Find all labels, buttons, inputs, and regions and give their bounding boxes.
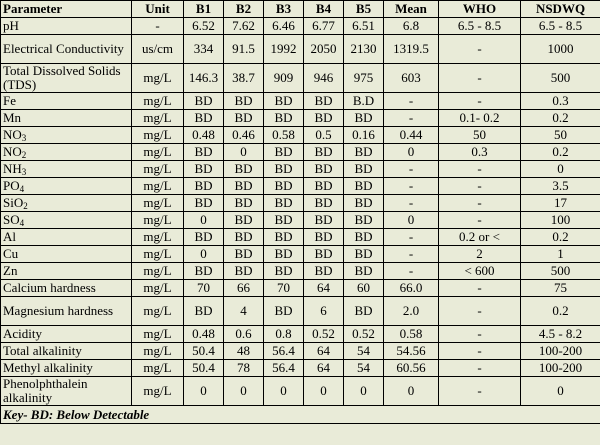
parameter-cell [1,263,132,280]
b1-cell: 70 [184,280,224,297]
nsdwq-cell: 500 [521,263,600,280]
b1-cell: BD [184,229,224,246]
unit-cell: mg/L [132,229,184,246]
unit-cell: mg/L [132,280,184,297]
nsdwq-cell: 17 [521,195,600,212]
b2-cell: BD [224,110,264,127]
table-row [1,127,600,144]
parameter-name: Phenolphthalein alkalinity [3,376,88,405]
who-cell: 50 [439,127,521,144]
who-cell: 6.5 - 8.5 [439,18,521,35]
b5-cell: BD [344,110,384,127]
parameter-cell [1,246,132,263]
b1-cell: 50.4 [184,343,224,360]
b1-cell: BD [184,110,224,127]
b5-cell: 2130 [344,35,384,64]
unit-cell: mg/L [132,263,184,280]
b4-cell: 64 [304,343,344,360]
b5-cell: BD [344,263,384,280]
b3-cell: 909 [264,64,304,93]
b4-cell: BD [304,110,344,127]
b3-cell: 1992 [264,35,304,64]
parameter-cell [1,326,132,343]
table-row [1,195,600,212]
mean-cell: - [384,161,439,178]
b1-cell: 0 [184,246,224,263]
table-row [1,64,600,93]
mean-cell: 66.0 [384,280,439,297]
b4-cell: BD [304,178,344,195]
b5-cell: BD [344,229,384,246]
b4-cell: 2050 [304,35,344,64]
nsdwq-cell: 500 [521,64,600,93]
table-row [1,377,600,406]
b2-cell: BD [224,246,264,263]
who-cell: - [439,178,521,195]
who-cell: - [439,35,521,64]
who-cell: - [439,343,521,360]
mean-cell: - [384,263,439,280]
b4-cell: 6.77 [304,18,344,35]
b1-cell: 0.48 [184,127,224,144]
b5-cell: 6.51 [344,18,384,35]
b2-cell: BD [224,229,264,246]
mean-cell: 0 [384,212,439,229]
unit-cell: mg/L [132,212,184,229]
b2-cell: 4 [224,297,264,326]
parameter-name: NH [3,161,22,176]
header-b4: B4 [304,1,344,18]
table-row [1,263,600,280]
b3-cell: 0.8 [264,326,304,343]
b4-cell: BD [304,93,344,110]
parameter-name: Magnesium hardness [3,303,114,318]
b4-cell: 946 [304,64,344,93]
b3-cell: BD [264,195,304,212]
parameter-name: NO [3,127,22,142]
parameter-name: Mn [3,110,22,125]
parameter-name: NO [3,144,22,159]
parameter-cell [1,343,132,360]
b3-cell: BD [264,246,304,263]
parameter-cell [1,360,132,377]
nsdwq-cell: 6.5 - 8.5 [521,18,600,35]
header-b1: B1 [184,1,224,18]
parameter-subscript: 3 [21,133,27,143]
b5-cell: 975 [344,64,384,93]
b4-cell: 0.5 [304,127,344,144]
b3-cell: 6.46 [264,18,304,35]
b1-cell: BD [184,144,224,161]
header-b2: B2 [224,1,264,18]
nsdwq-cell: 0 [521,377,600,406]
b5-cell: 0.16 [344,127,384,144]
b1-cell: BD [184,195,224,212]
table-row [1,161,600,178]
b4-cell: BD [304,212,344,229]
b4-cell: 64 [304,280,344,297]
nsdwq-cell: 0.2 [521,110,600,127]
parameter-name: Zn [3,263,18,278]
b2-cell: BD [224,195,264,212]
unit-cell: mg/L [132,326,184,343]
b3-cell: BD [264,93,304,110]
header-who: WHO [439,1,521,18]
b4-cell: BD [304,144,344,161]
nsdwq-cell: 1 [521,246,600,263]
b5-cell: BD [344,246,384,263]
b1-cell: 0.48 [184,326,224,343]
b5-cell: 54 [344,343,384,360]
mean-cell: 2.0 [384,297,439,326]
header-parameter: Parameter [1,1,132,18]
parameter-cell [1,377,132,406]
parameter-name: Calcium hardness [3,280,96,295]
who-cell: 0.3 [439,144,521,161]
b4-cell: BD [304,195,344,212]
unit-cell: mg/L [132,178,184,195]
mean-cell: 0 [384,144,439,161]
header-b3: B3 [264,1,304,18]
b3-cell: BD [264,144,304,161]
parameter-name: Fe [3,93,16,108]
nsdwq-cell: 75 [521,280,600,297]
b1-cell: 146.3 [184,64,224,93]
unit-cell: mg/L [132,195,184,212]
who-cell: 0.1- 0.2 [439,110,521,127]
b2-cell: 38.7 [224,64,264,93]
parameter-subscript: 2 [23,201,28,211]
mean-cell: - [384,195,439,212]
parameter-cell [1,127,132,144]
b1-cell: 0 [184,212,224,229]
header-b5: B5 [344,1,384,18]
who-cell: - [439,377,521,406]
table-row [1,229,600,246]
b4-cell: BD [304,229,344,246]
table-row [1,18,600,35]
table-row [1,343,600,360]
unit-cell: mg/L [132,127,184,144]
unit-cell: us/cm [132,35,184,64]
b5-cell: 0.52 [344,326,384,343]
who-cell: 2 [439,246,521,263]
b2-cell: BD [224,178,264,195]
nsdwq-cell: 3.5 [521,178,600,195]
who-cell: - [439,212,521,229]
parameter-name: Total Dissolved Solids (TDS) [3,63,121,92]
table-row [1,246,600,263]
header-mean: Mean [384,1,439,18]
b1-cell: 334 [184,35,224,64]
parameter-cell [1,64,132,93]
mean-cell: 60.56 [384,360,439,377]
unit-cell: mg/L [132,377,184,406]
b1-cell: 6.52 [184,18,224,35]
unit-cell: mg/L [132,246,184,263]
parameter-name: pH [3,18,19,33]
mean-cell: - [384,93,439,110]
mean-cell: 6.8 [384,18,439,35]
mean-cell: - [384,229,439,246]
b2-cell: BD [224,263,264,280]
b1-cell: BD [184,178,224,195]
parameter-name: Cu [3,246,19,261]
b2-cell: 0 [224,377,264,406]
b4-cell: 6 [304,297,344,326]
table-row [1,178,600,195]
parameter-cell [1,229,132,246]
parameter-name: PO [3,178,20,193]
nsdwq-cell: 0.2 [521,144,600,161]
b2-cell: 0.6 [224,326,264,343]
parameter-cell [1,161,132,178]
b2-cell: 91.5 [224,35,264,64]
b3-cell: BD [264,178,304,195]
mean-cell: 0 [384,377,439,406]
unit-cell: mg/L [132,297,184,326]
b3-cell: 0.58 [264,127,304,144]
parameter-cell [1,18,132,35]
b2-cell: 0.46 [224,127,264,144]
b4-cell: 64 [304,360,344,377]
b5-cell: B.D [344,93,384,110]
parameter-cell [1,144,132,161]
table-row [1,280,600,297]
parameter-cell [1,178,132,195]
b3-cell: 0 [264,377,304,406]
parameter-cell [1,93,132,110]
table-row [1,93,600,110]
mean-cell: - [384,246,439,263]
nsdwq-cell: 0.2 [521,229,600,246]
who-cell: - [439,195,521,212]
parameter-subscript: 4 [19,184,25,194]
b4-cell: 0.52 [304,326,344,343]
b1-cell: BD [184,93,224,110]
b3-cell: BD [264,161,304,178]
mean-cell: 0.58 [384,326,439,343]
b5-cell: BD [344,297,384,326]
header-row [1,1,600,18]
b1-cell: BD [184,297,224,326]
b1-cell: BD [184,161,224,178]
b5-cell: 60 [344,280,384,297]
unit-cell: mg/L [132,343,184,360]
b2-cell: BD [224,212,264,229]
unit-cell: mg/L [132,110,184,127]
mean-cell: 1319.5 [384,35,439,64]
b2-cell: 48 [224,343,264,360]
table-row [1,144,600,161]
mean-cell: 0.44 [384,127,439,144]
nsdwq-cell: 0.3 [521,93,600,110]
b4-cell: BD [304,246,344,263]
b2-cell: 78 [224,360,264,377]
parameter-cell [1,35,132,64]
parameter-cell [1,280,132,297]
footer-row [1,406,600,424]
unit-cell: mg/L [132,64,184,93]
parameter-name: Methyl alkalinity [3,360,93,375]
b4-cell: BD [304,263,344,280]
b5-cell: BD [344,161,384,178]
who-cell: - [439,161,521,178]
parameter-name: Acidity [3,326,42,341]
b5-cell: BD [344,178,384,195]
unit-cell: mg/L [132,93,184,110]
b4-cell: BD [304,161,344,178]
nsdwq-cell: 0 [521,161,600,178]
parameter-name: SiO [3,195,24,210]
parameter-name: SO [3,212,20,227]
parameter-subscript: 3 [21,167,27,177]
b2-cell: BD [224,161,264,178]
table-row [1,110,600,127]
b2-cell: BD [224,93,264,110]
who-cell: - [439,280,521,297]
b3-cell: 56.4 [264,343,304,360]
header-unit: Unit [132,1,184,18]
who-cell: - [439,326,521,343]
table-body [1,18,600,406]
b3-cell: BD [264,110,304,127]
parameter-name: Al [3,229,16,244]
table-row [1,326,600,343]
parameter-subscript: 4 [19,218,25,228]
b3-cell: BD [264,263,304,280]
table-row [1,35,600,64]
b3-cell: 70 [264,280,304,297]
header-nsdwq: NSDWQ [521,1,600,18]
unit-cell: mg/L [132,161,184,178]
b5-cell: BD [344,195,384,212]
b3-cell: BD [264,229,304,246]
who-cell: - [439,93,521,110]
table-row [1,297,600,326]
who-cell: - [439,297,521,326]
unit-cell: - [132,18,184,35]
nsdwq-cell: 4.5 - 8.2 [521,326,600,343]
parameter-cell [1,297,132,326]
b5-cell: 54 [344,360,384,377]
who-cell: < 600 [439,263,521,280]
footer-key-note: Key- BD: Below Detectable [1,406,600,424]
nsdwq-cell: 50 [521,127,600,144]
b2-cell: 7.62 [224,18,264,35]
nsdwq-cell: 100-200 [521,360,600,377]
nsdwq-cell: 100-200 [521,343,600,360]
b5-cell: BD [344,212,384,229]
who-cell: - [439,360,521,377]
b5-cell: 0 [344,377,384,406]
mean-cell: 54.56 [384,343,439,360]
unit-cell: mg/L [132,360,184,377]
nsdwq-cell: 0.2 [521,297,600,326]
parameter-cell [1,110,132,127]
table-row [1,212,600,229]
table-row [1,360,600,377]
b5-cell: BD [344,144,384,161]
parameter-cell [1,212,132,229]
b3-cell: 56.4 [264,360,304,377]
parameter-cell [1,195,132,212]
b2-cell: 0 [224,144,264,161]
unit-cell: mg/L [132,144,184,161]
b1-cell: BD [184,263,224,280]
mean-cell: - [384,110,439,127]
nsdwq-cell: 100 [521,212,600,229]
b3-cell: BD [264,297,304,326]
mean-cell: 603 [384,64,439,93]
b2-cell: 66 [224,280,264,297]
parameter-subscript: 2 [21,150,27,160]
parameter-name: Total alkalinity [3,343,82,358]
b1-cell: 0 [184,377,224,406]
b4-cell: 0 [304,377,344,406]
nsdwq-cell: 1000 [521,35,600,64]
parameter-name: Electrical Conductivity [3,41,124,56]
b3-cell: BD [264,212,304,229]
mean-cell: - [384,178,439,195]
who-cell: 0.2 or < [439,229,521,246]
who-cell: - [439,64,521,93]
b1-cell: 50.4 [184,360,224,377]
